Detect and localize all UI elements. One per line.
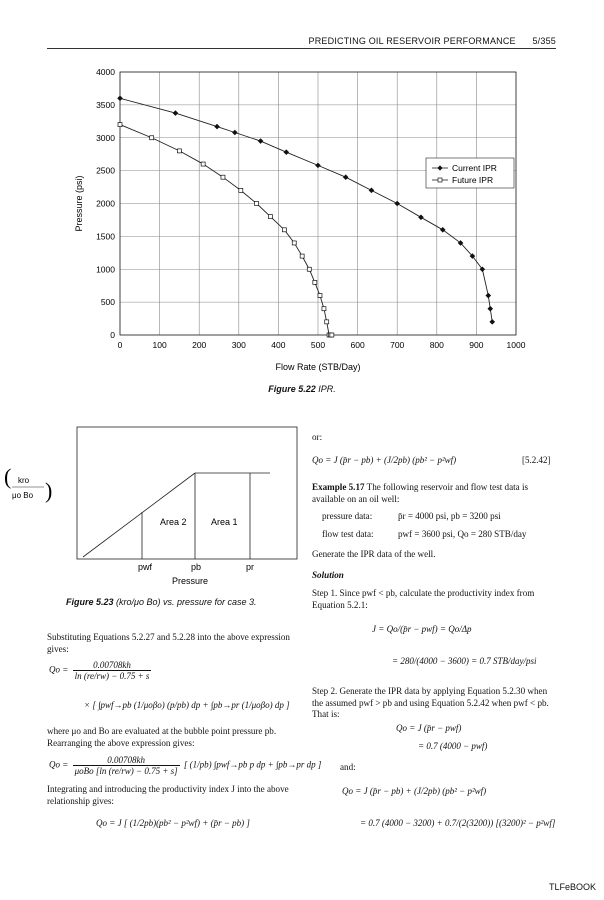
current-ipr-point — [418, 215, 424, 221]
x-tick-label: 500 — [310, 340, 326, 350]
x-tick-label: 300 — [231, 340, 246, 350]
future-ipr-point — [318, 294, 322, 298]
pressure-data-values: p̄r = 4000 psi, pb = 3200 psi — [398, 511, 501, 521]
future-ipr-point — [300, 254, 304, 258]
eq-2 — [49, 755, 321, 776]
future-ipr-point — [307, 267, 311, 271]
eq-j1: J = Qo/(p̄r − pwf) = Qo/Δp — [372, 624, 472, 634]
pr-tick: pr — [246, 562, 255, 572]
x-tick-label: 600 — [350, 340, 365, 350]
y-tick-label: 3500 — [96, 99, 115, 110]
flow-data-values: pwf = 3600 psi, Qo = 280 STB/day — [398, 529, 527, 539]
x-tick-label: 900 — [469, 340, 484, 350]
area1-label: Area 1 — [211, 517, 238, 527]
fig522-label: Figure 5.22 — [268, 384, 316, 394]
eq-1-top — [49, 660, 153, 681]
footer-watermark: TLFeBOOK — [548, 882, 596, 892]
eq2-lhs: Qo = — [49, 759, 69, 770]
current-ipr-point — [394, 201, 400, 207]
area2-label: Area 2 — [160, 517, 187, 527]
current-ipr-point — [173, 110, 179, 116]
future-ipr-point — [150, 136, 154, 140]
eq1-lhs: Qo = — [49, 664, 69, 675]
eq-number: [5.2.42] — [522, 455, 551, 465]
eq-a: Qo = J (p̄r − pwf) — [396, 723, 462, 733]
current-ipr-point — [232, 130, 238, 136]
x-tick-label: 800 — [429, 340, 444, 350]
future-ipr-point — [239, 188, 243, 192]
current-ipr-point — [343, 174, 349, 180]
left-para-2: where μo and Bo are evaluated at the bubble point pressure pb. Rearranging the above expression gives: — [47, 726, 277, 748]
example-label: Example 5.17 — [312, 482, 365, 492]
x-tick-label: 400 — [271, 340, 286, 350]
ylabel-paren-close: ) — [45, 478, 53, 503]
current-ipr-point — [485, 293, 491, 299]
figure-5-23-caption — [66, 597, 286, 607]
y-tick-label: 2000 — [96, 198, 115, 209]
x-tick-label: 0 — [117, 340, 123, 350]
header-page: 5/355 — [532, 36, 556, 46]
generate-text: Generate the IPR data of the well. — [312, 549, 436, 559]
example-text: The following reservoir and flow test data is available on an oil well: — [312, 482, 529, 504]
legend-label: Future IPR — [452, 175, 494, 185]
left-para-3: Integrating and introducing the productivity index J into the above relationship gives: — [47, 784, 289, 806]
fig523-label: Figure 5.23 — [66, 597, 114, 607]
current-ipr-point — [214, 124, 220, 130]
diagram-frame — [77, 427, 297, 559]
series-line-current-ipr — [120, 98, 492, 322]
kro-diagram — [4, 425, 300, 595]
x-tick-label: 700 — [390, 340, 405, 350]
future-ipr-point — [292, 241, 296, 245]
right-or: or: — [312, 432, 323, 442]
eq1-den: ln (re/rw) − 0.75 + s — [74, 671, 150, 681]
eq-3: Qo = J [ (1/2pb)(pb² − p²wf) + (p̄r − pb) ] — [96, 818, 250, 828]
y-tick-label: 1000 — [96, 264, 115, 275]
future-ipr-point — [221, 175, 225, 179]
diagram-ramp — [83, 473, 195, 557]
legend-marker-future — [438, 178, 442, 182]
future-ipr-point — [268, 215, 272, 219]
eq-5-2-42: Qo = J (p̄r − pb) + (J/2pb) (pb² − p²wf) — [312, 455, 457, 465]
future-ipr-point — [118, 123, 122, 127]
pb-tick: pb — [191, 562, 202, 572]
header-title: PREDICTING OIL RESERVOIR PERFORMANCE — [308, 36, 516, 46]
pwf-tick: pwf — [138, 562, 153, 572]
y-tick-label: 1500 — [96, 231, 115, 242]
current-ipr-point — [117, 96, 123, 102]
future-ipr-point — [201, 162, 205, 166]
y-tick-label: 0 — [110, 330, 115, 340]
future-ipr-point — [282, 228, 286, 232]
series-line-future-ipr — [120, 125, 332, 335]
legend-label: Current IPR — [452, 163, 497, 173]
figure-5-22-caption — [0, 384, 604, 394]
fig522-text: IPR. — [318, 384, 336, 394]
solution-heading: Solution — [312, 570, 344, 580]
x-tick-label: 100 — [152, 340, 167, 350]
ylabel-mubo: μo Bo — [12, 491, 34, 500]
current-ipr-point — [369, 188, 375, 194]
eq-c: Qo = J (p̄r − pb) + (J/2pb) (pb² − p²wf) — [342, 786, 487, 796]
future-ipr-point — [255, 202, 259, 206]
y-tick-label: 4000 — [96, 67, 115, 77]
flow-data-label: flow test data: — [322, 529, 374, 539]
pressure-data-label: pressure data: — [322, 511, 373, 521]
eq-j2: = 280/(4000 − 3600) = 0.7 STB/day/psi — [392, 656, 537, 666]
future-ipr-point — [177, 149, 181, 153]
y-tick-label: 3000 — [96, 132, 115, 143]
eq-d: = 0.7 (4000 − 3200) + 0.7/(2(3200)) [(3200)² − p²wf] — [360, 818, 556, 828]
future-ipr-point — [330, 333, 334, 337]
header-rule — [47, 48, 556, 49]
x-tick-label: 1000 — [506, 340, 526, 350]
ipr-chart — [60, 62, 540, 382]
x-tick-label: 200 — [192, 340, 207, 350]
eq1-bottom: × [ ∫pwf→pb (1/μoβo) (p/pb) dp + ∫pb→pr (1/μoβo) dp ] — [84, 700, 290, 710]
running-header — [295, 36, 556, 46]
future-ipr-point — [325, 320, 329, 324]
eq2-den: μoBo [ln (re/rw) − 0.75 + s] — [74, 766, 178, 776]
y-tick-label: 2500 — [96, 165, 115, 176]
diagram-xlabel: Pressure — [172, 576, 209, 586]
eq2-num: 0.00708kh — [73, 755, 180, 766]
future-ipr-point — [322, 307, 326, 311]
and-text: and: — [340, 762, 356, 772]
fig523-text: (kro/μo Bo) vs. pressure for case 3. — [116, 597, 257, 607]
eq1-num: 0.00708kh — [73, 660, 152, 671]
left-para-1: Substituting Equations 5.2.27 and 5.2.28 into the above expression gives: — [47, 632, 290, 654]
example-block — [312, 482, 558, 505]
current-ipr-point — [258, 138, 264, 144]
current-ipr-point — [284, 149, 290, 155]
current-ipr-point — [489, 319, 495, 325]
current-ipr-point — [315, 163, 321, 169]
future-ipr-point — [313, 280, 317, 284]
step-1: Step 1. Since pwf < pb, calculate the productivity index from Equation 5.2.1: — [312, 588, 535, 610]
ylabel-paren: ( — [4, 464, 12, 489]
y-axis-label: Pressure (psi) — [74, 175, 84, 232]
ylabel-kro: kro — [18, 476, 30, 485]
eq2-bracket: [ (1/pb) ∫pwf→pb p dp + ∫pb→pr dp ] — [183, 759, 322, 770]
step-2: Step 2. Generate the IPR data by applying Equation 5.2.30 when the assumed pwf > pb and using Equation 5.2.42 when pwf < pb. That is: — [312, 686, 549, 720]
eq-b: = 0.7 (4000 − pwf) — [418, 741, 488, 751]
y-tick-label: 500 — [100, 297, 115, 308]
x-axis-label: Flow Rate (STB/Day) — [275, 362, 361, 372]
current-ipr-point — [487, 306, 493, 312]
